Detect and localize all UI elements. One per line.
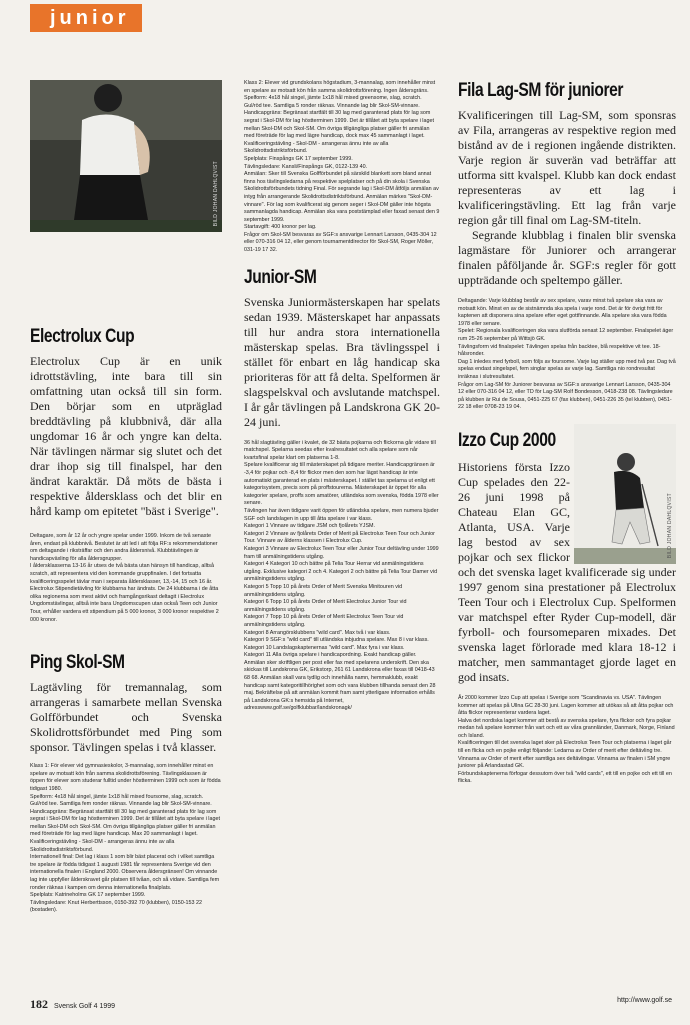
photo-golfer-crouching: [30, 80, 222, 232]
ping-lead: Lagtävling för tremannalag, som arrangeras i samarbete mellan Svenska Golfförbundet och Svenska Skolidrottsförbundet med Ping som sponsor. Tävlingen spelas i två klasser.: [30, 680, 222, 755]
putter-illustration: [574, 424, 676, 564]
electrolux-body: Deltagare, som år 12 år och yngre spelar under 1999. Inkom de två senaste åren, endast på klubbnivå. Beslutet är att led i att följa RF:s rekommendationer om deltagande i riksträffar och den andra åldersnivå. Klubbtävlingen är handicapväxling för alla åldersgrupper. I åldersklasserna 13-16 år utses de två bästa utan hänsyn till handicap, alltså scratch, att representera vid den kommande gruppfinalen. I det fortsatta kvalificeringsspelet tävlar man i separata åldersklasser, 13,-14, 15 och 16 år. Electrolux Stipendietävling för klubbarna har ändrats. De 24 klubbarna i de åtta olika regionerna som mest aktivt och framgångsrikast deltagit i Electrolux Ungdomstävlingar, alltså inte bara Ungdomscupen utan också Teen och Junior Tour, erhåller vardera ett stipendium på 5 000 kronor, 3 000 kronor respektive 2 000 kronor.: [30, 533, 219, 623]
heading-fila-lag-sm: Fila Lag-SM för juniorer: [458, 80, 624, 101]
heading-izzo-cup: Izzo Cup 2000: [458, 429, 556, 451]
photo-golfer-lining-up-putt: [574, 424, 676, 564]
page-number: 182: [30, 997, 48, 1011]
junior-sm-body: 36 hål slagtävling gäller i kvalet, de 32 bästa pojkarna och flickorna går vidare till matchspel. Spelarna seedas efter kvalresultatet och alla spelare som når kvartsfinal spelar klart om platserna 1-8. Spelare kvalificerar sig till mästerskapet på tidigare meriter. Handicapgränsen är -3,4 för pojkar och -8,4 för flickor men den som har lägst handicap är inte automatiskt garanterad en plats i mästerskapet. I stället tas spelarna ut enligt ett kategorisystem, precis som på proffstourerna. Mästerskapet är öppet för alla kategorier spelare, proffs som amatörer, utländska som svenska, födda 1978 eller senare. Tävlingen har även tidigare varit öppen för utländska spelare, men numera bjuder SGF och landslagen in upp till åtta spelare i var klass. Kategori 1 Vinnare av tidigare JSM och fjolårets YJSM. Kategori 2 Vinnare av fjolårets Order of Merit på Electrolux Teen Tour och Junior Tour. Vinnare av ålderns klassen i Electrolux Cup. Kategori 3 Vinnare av Electrolux Teen Tour eller Junior Tour deltävling under 1999 fram till anmälningstidens utgång. Kategori 4 Kategori 10 och bättre på Telia Tour Herrar vid anmälningstidens utgång. Exklusive kategori 2 och 4. Kategori 2 och bättre på Telia Tour Damer vid anmälningstidens utgång. Kategori 5 Topp 10 på årets Order of Merit Svenska Minitouren vid anmälningstidens utgång. Kategori 6 Topp 10 på årets Order of Merit Electrolux Junior Tour vid anmälningstidens utgång. Kategori 7 Topp 10 på årets Order of Merit Electrolux Teen Tour vid anmälningstidens utgång. Kategori 8 Arrangörsklubbens "wild card". Max två i var klass. Kategori 9 SGF:s "wild card" till utländska inbjudna spelare. Max 8 i var klass. Kategori 10 Landslagskaptenernas "wild card". Max fyra i var klass. Kategori 11 Alla övriga spelare i handicapordning. Exakt handicap gäller. Anmälan sker skriftligen per post eller fax med spelarens underskrift. Den ska skickas till Landskrona GK, Erikstorp, 261 61 Landskrona eller faxas till 0418-43 68 68. Anmälan skall vara tydlig och innehålla namn, hemmaklubb, exakt handicap samt kategoritillhörighet som och vara klubben tillhanda senast den 28 maj. Bekräftelse på att anmälan kommit fram samt ytterligare information erhålls på Landskrona GK:s hemsida på Internet, adresswww.golf.se/golfklubbar/landskronagk/: [244, 439, 439, 712]
column-3: [458, 80, 676, 786]
fila-lead-2: Segrande klubblag i finalen blir svenska lagmästare för Juniorer och arrangerar finalen påföljande år. SGF:s regler för gott uppträdande och speltempo gäller.: [458, 228, 676, 287]
footer-right: [617, 997, 672, 1004]
column-2: [244, 80, 440, 713]
footer-left: [30, 997, 115, 1012]
heading-electrolux-cup: Electrolux Cup: [30, 326, 135, 347]
photo-credit-2: BILD JOHAN DAHLQVIST: [667, 492, 673, 558]
column-1: [30, 80, 222, 915]
klass2-body: Klass 2: Elever vid grundskolans högstadium, 3-mannalag, som innehåller minst en spelare av motsatt kön från samma skolidrottsförening. Ingen åldersgräns. Spelform: 4x18 hål singel, jämte 1x18 hål mixed greensome, slag, scratch. Gul/röd tee. Samtliga 5 ronder räknas. Vinnande lag blir Skol-SM-vinnare. Handicapgräns: Begränsat startfält till 30 lag med garanterad plats för lag som segrat i Skol-DM för lag höstterminen 1999. Det är tillåtet att byta spelare i laget mellan Skol-DM och Skol-SM. Om övriga tillgängliga platser gäller fri anmälan med företräde för lag med lägre handicap, dock max 45 sammanlagt i laget. Kvalificeringstävling - Skol-DM - arrangeras ännu inte av alla Skolidrottsdistriktsförbund. Spelplats: Finspångs GK 17 september 1999. Tävlingsledare: Kansli/Finspångs GK, 0122-139 40. Anmälan: Sker till Svenska Golfförbundet på särskild blankett som bland annat finns hos tävlingsledarna på respektive spelplatser och på din skola i Svenska Skolidrottsförbundets tidning Final. För segrande lag i Skol-DM åtföljs anmälan av intyg från arrangerande Skolidrottsdistriktsförbund. Anmälan märkes "Skol-DM-vinnare". För lag som kvalificerat sig genom seger i Skol-DM gäller inte högsta sammanlagda handicap. Anmälan ska vara poststämplad eller faxad senast den 9 september 1999. Startavgift: 400 kronor per lag. Frågor om Skol-SM besvaras av SGF:s ansvarige Lennart Larsson, 0435-304 12 eller 070-316 04 12, eller genom tournamentdirector för Skol-SM, Roger Möller, 031-19 17 32.: [244, 80, 440, 254]
photo-credit: BILD JOHAN DAHLQVIST: [213, 160, 219, 226]
section-tab: junior: [30, 4, 142, 32]
izzo-lead: Historiens första Izzo Cup spelades den 22-26 juni 1998 på Chateau Elan GC, Atlanta, USA. Varje lag bestod av sex pojkar och sex flickor och det svenska laget kvalificerade sig under 1997 genom sina prestationer på Electrolux Teen Tour och i Electrolux Cup. Spelformen var matchspel efter Ryder Cup-modell, där fyrboll- och foursomeparen mixades. Det svenska laget förlorade med klara 18-12 i matcher, men sammantaget gjorde laget en god insats.: [458, 459, 676, 684]
fila-body: Deltagande: Varje klubblag består av sex spelare, varav minst två spelare ska vara av motsatt kön. Minst en av de sistnämnda ska spela i varje rond. Det är för övrigt fritt för kaptenen att disponera sina spelare efter eget gottfinnande. Alla spelare ska vara födda 1978 eller senare. Spelet: Regionala kvalificeringen ska vara slutförda senast 12 september. Finalspelet äger rum 25-26 september på Wittsjö GK. Tävlingsform vid finalspelet: Tävlingen spelas från backtee, blå respektive vit tee. 18-hålsronder. Dag 1 inledes med fyrboll, som följs av foursome. Varje lag ställer upp med två par. Dag två spelas endast singelspel, fem singlar spelas av varje lag. Samtliga nio rondresultat inräknas i slutresultatet. Frågor om Lag-SM för Juniorer besvaras av SGF:s ansvarige Lennart Larsson, 0435-304 12 eller 070-316 04 12, eller TD för Lag-SM Rolf Bondesson, 0418-238 08. Tävlingsledare på klubben är Rui de Sousa, 0451-225 67 (fax klubben), 0451-226 35 (tel klubben), 0451-22 18 eller 0708-23 19 04.: [458, 298, 676, 411]
website-url[interactable]: http://www.golf.se: [617, 997, 672, 1004]
fila-lead: Kvalificeringen till Lag-SM, som sponsras av Fila, arrangeras av respektive region med bistånd av de i regionen ingående distrikten. Varje region är suverän vad beträffar att utforma sitt kvalspel. Klubb kan dock endast representeras av ett lag i kvalificeringstävling. Ett lag från varje region går till final om Lag-SM-titeln.: [458, 108, 676, 227]
heading-junior-sm: Junior-SM: [244, 266, 317, 288]
izzo-header-block: [458, 424, 676, 564]
ping-body: Klass 1: För elever vid gymnasieskolor, 3-mannalag, som innehåller minst en spelare av motsatt kön från samma skolidrottsförening. Tävlingsklassen är öppen för elever som studerar fulltid under höstterminen 1999 och som är födda tidigast 1980. Spelform: 4x18 hål singel, jämte 1x18 hål mixed foursome, slag, scratch. Gul/röd tee. Samtliga fem ronder räknas. Vinnande lag blir Skol-SM-vinnare. Handicapgräns: Begränsat startfält till 30 lag med garanterad plats för lag som segrat i Skol-DM för lag höstterminen 1999. Det är tillåtet att byta spelare i laget mellan Skol-DM och Skol-SM. Om övriga tillgängliga platser gäller fri anmälan med företräde för lag med lägre handicap. Max 20 sammanlagt i laget. Kvalificeringstävling - Skol-DM - arrangeras ännu inte av alla Skolidrottsdistriktsförbund. Internationell final: Det lag i klass 1 som blir bäst placerat och i vilket samtliga tre spelare är födda tidigast 1 augusti 1981 får representera Sverige vid den internationella finalen i England 2000. Observera åldersgränsen! Om vinnande lag inte uppfyller ålderskravet går platsen till tvåan, och så vidare. Samtliga fem ronder räknas i kampen om denna internationella finalplats. Spelplats: Katrineholms GK 17 september 1999. Tävlingsledare: Knut Herberttsson, 0150-392 70 (klubben), 0150-153 22 (bostaden).: [30, 763, 221, 914]
junior-sm-lead: Svenska Juniormästerskapen har spelats sedan 1939. Mästerskapet har anpassats till hur andra stora internationella mästerskap spelas. Bra tävlingsspel i stället för enbart en låg handicap ska prioriteras för att få delta. Spelformen är slagspelskval och avslutande matchspel. I år går tävlingen på Landskrona GK 20-24 juni.: [244, 294, 440, 429]
electrolux-lead: Electrolux Cup är en unik idrottstävling, inte bara till sin omfattning utan också till sin form. Den börjar som en utpräglad breddtävling på klubbnivå, där alla ungdomar 16 år och yngre kan delta. När tävlingen närmar sig slutet och det drar ihop sig till finalspel, har den ändrat karaktär. Då möts de bästa i respektive åldersklass och det blir en hård kamp om epitetet "bäst i Sverige".: [30, 354, 222, 518]
golfer-illustration: [30, 80, 222, 232]
izzo-body: År 2000 kommer Izzo Cup att spelas i Sverige som "Scandinavia vs. USA". Tävlingen kommer att spelas på Ullna GC 28-30 juni. Lagen kommer att utökas så att åtta pojkar och åtta flickor representerar vardera laget. Halva det nordiska laget kommer att bestå av svenska spelare, fyra flickor och fyra pojkar medan två spelare kommer från vart och ett av våra grannländer, Danmark, Norge, Finland och Island. Kvalificeringen till det svenska laget sker på Electrolux Teen Tour och platserna i laget går till en flicka och en pojke enligt följande: Ledarna av Order of merit efter deltävling tre. Vinnarna av Order of merit efter samtliga sex deltävlingar. Vinnarna av finalen i SM yngre juniorer på Arlandastad GK. Förbundskaptenerna förfogar dessutom över två "wild cards", ett till en pojke och ett till en flicka.: [458, 694, 675, 785]
magazine-issue: Svensk Golf 4 1999: [53, 1003, 116, 1010]
heading-ping-skol-sm: Ping Skol-SM: [30, 652, 125, 674]
